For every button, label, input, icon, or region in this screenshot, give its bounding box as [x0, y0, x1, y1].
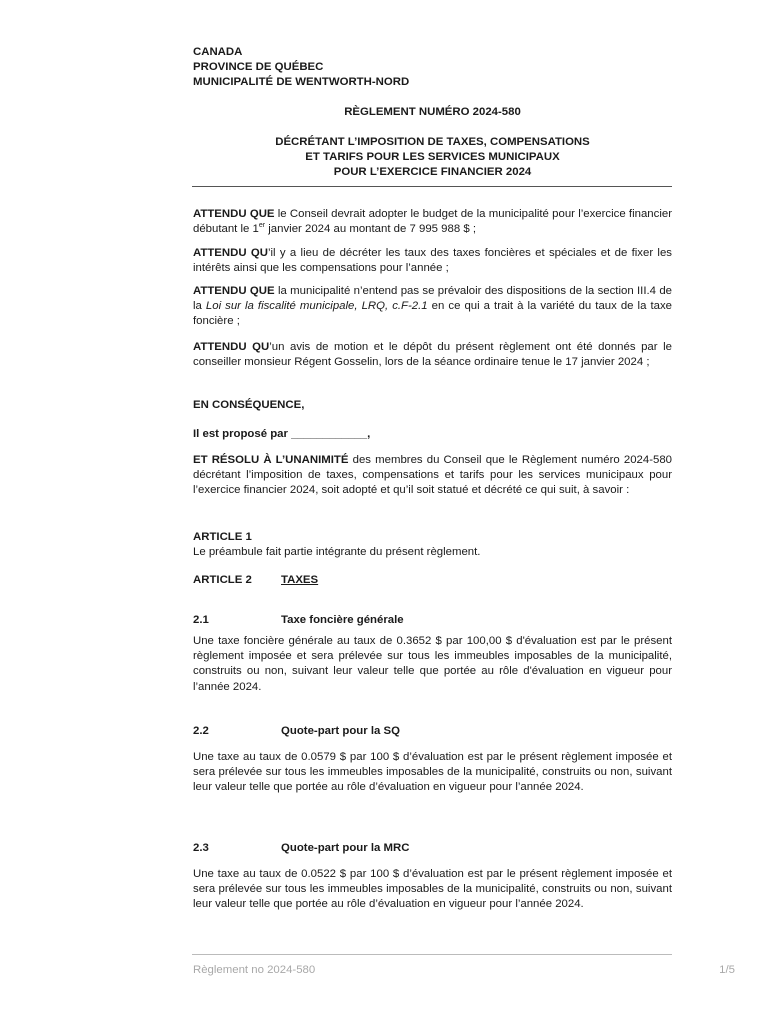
title-divider: [192, 186, 672, 187]
resolution-paragraph: [193, 453, 672, 499]
attendu-lead: ATTENDU QU: [193, 341, 270, 353]
section-title: Quote-part pour la MRC: [281, 842, 410, 854]
article-2-title: ARTICLE 2: [193, 574, 252, 586]
section-number: 2.3: [193, 842, 209, 854]
article-2-subtitle: TAXES: [281, 574, 319, 586]
article-1-title: ARTICLE 1: [193, 531, 252, 543]
footer-divider: [192, 954, 672, 955]
reglement-number: RÈGLEMENT NUMÉRO 2024-580: [344, 106, 521, 118]
resolution-text: des membres du Conseil que le Règlement numéro 2024-580 décrétant l’imposition de taxes, compensations et tarifs pour les services municipaux pour l’exercice financier 2024, soit adopté et qu’il soit statué et décrété ce qui suit, à savoir :: [193, 454, 672, 497]
proposer-line: Il est proposé par ____________,: [193, 428, 371, 440]
attendu-text: ’un avis de motion et le dépôt du présent règlement ont été donnés par le conseiller monsieur Régent Gosselin, lors de la séance ordinaire tenue le 17 janvier 2024 ;: [193, 341, 672, 369]
attendu-paragraph-3: [193, 284, 672, 330]
section-text: Une taxe au taux de 0.0579 $ par 100 $ d’évaluation est par le présent règlement imposée et sera prélevée sur tous les immeubles imposables de la municipalité, construits ou non, suivant leur valeur telle que portée au rôle d’évaluation en vigueur pour l’année 2024.: [193, 751, 672, 794]
country-line: CANADA: [193, 46, 243, 58]
municipality-line: MUNICIPALITÉ DE WENTWORTH-NORD: [193, 76, 410, 88]
attendu-text: la municipalité n’entend pas se prévaloir des dispositions de la section III.4 de la: [193, 285, 673, 313]
section-title: Quote-part pour la SQ: [281, 725, 400, 737]
section-title: Taxe foncière générale: [281, 614, 404, 626]
attendu-lead: ATTENDU QUE: [193, 208, 275, 220]
province-line: PROVINCE DE QUÉBEC: [193, 61, 324, 73]
title-line-3: POUR L’EXERCICE FINANCIER 2024: [333, 166, 532, 178]
attendu-lead: ATTENDU QU: [193, 247, 268, 259]
attendu-text: ’il y a lieu de décréter les taux des taxes foncières et spéciales et de fixer les intérêts ainsi que les compensations pour l’année ;: [193, 247, 672, 275]
section-text: Une taxe au taux de 0.0522 $ par 100 $ d’évaluation est par le présent règlement imposée et sera prélevée sur tous les immeubles imposables de la municipalité, construits ou non, suivant leur valeur telle que portée au rôle d’évaluation en vigueur pour l’année 2024.: [193, 868, 672, 911]
superscript: er: [258, 222, 266, 230]
attendu-lead: ATTENDU QUE: [193, 285, 275, 297]
attendu-paragraph-2: [193, 246, 672, 276]
attendu-text: janvier 2024 au montant de 7 995 988 $ ;: [265, 223, 476, 236]
attendu-text: en ce qui a trait à la variété du taux de la taxe foncière ;: [193, 300, 672, 328]
title-line-2: ET TARIFS POUR LES SERVICES MUNICIPAUX: [305, 151, 560, 163]
resolution-lead: ET RÉSOLU À L’UNANIMITÉ: [193, 454, 349, 466]
law-citation: Loi sur la fiscalité municipale, LRQ, c.F-2.1: [205, 300, 428, 313]
section-number: 2.2: [193, 725, 209, 737]
attendu-text: le Conseil devrait adopter le budget de la municipalité pour l’exercice financier débutant le 1: [193, 208, 672, 236]
title-line-1: DÉCRÉTANT L’IMPOSITION DE TAXES, COMPENSATIONS: [275, 136, 590, 148]
footer-reglement: Règlement no 2024-580: [193, 964, 316, 976]
page-number: 1/5: [719, 964, 735, 976]
section-text: Une taxe foncière générale au taux de 0.3652 $ par 100,00 $ d'évaluation est par le présent règlement imposée et sera prélevée sur tous les immeubles imposables de la municipalité, construits ou non, suivant leur valeur telle que portée au rôle d'évaluation en vigueur pour l’année 2024.: [193, 635, 672, 693]
section-number: 2.1: [193, 614, 209, 626]
article-1-text: Le préambule fait partie intégrante du présent règlement.: [193, 546, 481, 558]
consequence-heading: EN CONSÉQUENCE,: [193, 399, 305, 411]
attendu-paragraph-1: [193, 207, 672, 237]
attendu-paragraph-4: [193, 340, 672, 370]
